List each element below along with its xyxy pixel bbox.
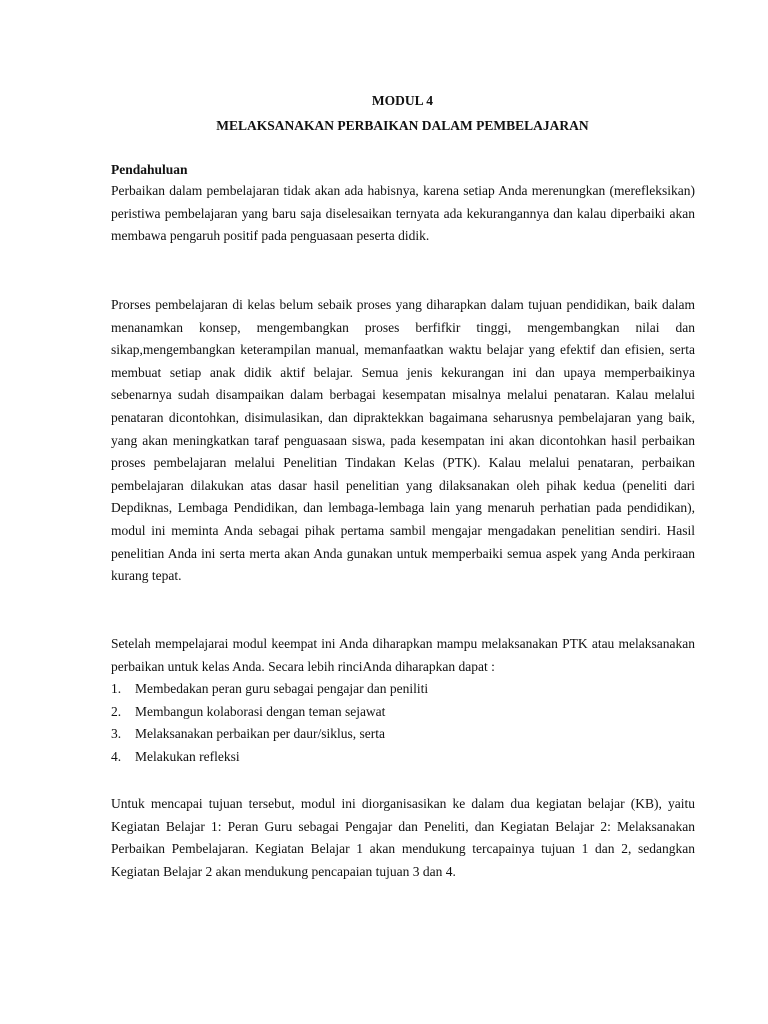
module-title: MODUL 4 xyxy=(371,93,434,108)
list-item xyxy=(111,701,695,724)
list-item-text: Membangun kolaborasi dengan teman sejawat xyxy=(135,703,386,719)
list-item-number: 1. xyxy=(111,681,122,696)
list-item xyxy=(111,746,695,769)
list-item-text: Membedakan peran guru sebagai pengajar dan peniliti xyxy=(135,681,429,696)
list-item xyxy=(111,678,695,701)
section-heading: Pendahuluan xyxy=(111,162,188,177)
module-subtitle: MELAKSANAKAN PERBAIKAN DALAM PEMBELAJARAN xyxy=(216,118,589,133)
objectives-list xyxy=(111,678,695,768)
paragraph-process: Prorses pembelajaran di kelas belum sebaik proses yang diharapkan dalam tujuan pendidikan, baik dalam menanamkan konsep, mengembangkan proses berfifkir tinggi, mengembangkan nilai dan sikap,mengembangkan keterampilan manual, memanfaatkan waktu belajar yang efektif dan efisien, serta membuat setiap anak didik aktif belajar. Semua jenis kekurangan ini dan upaya memperbaikinya sebenarnya sudah disampaikan dalam berbagai kesempatan misalnya melalui penataran. Kalau melalui penataran dicontohkan, disimulasikan, dan dipraktekkan bagaimana seharusnya pembelajaran yang baik, yang akan meningkatkan taraf penguasaan siswa, pada kesempatan ini akan dicontohkan hasil perbaikan proses pembelajaran melalui Penelitian Tindakan Kelas (PTK). Kalau melalui penataran, perbaikan pembelajaran dilakukan atas dasar hasil penelitian yang dilaksanakan oleh pihak kedua (peneliti dari Depdiknas, Lembaga Pendidikan, dan lembaga-lembaga lain yang menaruh perhatian pada pendidikan), modul ini meminta Anda sebagai pihak pertama sambil mengajar mengadakan penelitian sendiri. Hasil penelitian Anda ini serta merta akan Anda gunakan untuk memperbaiki semua aspek yang Anda perkiraan kurang tepat. xyxy=(111,297,695,584)
list-item xyxy=(111,723,695,746)
list-item-text: Melakukan refleksi xyxy=(135,748,240,764)
list-item-number: 4. xyxy=(111,748,122,764)
paragraph-objectives-intro: Setelah mempelajarai modul keempat ini Anda diharapkan mampu melaksanakan PTK atau melaksanakan perbaikan untuk kelas Anda. Secara lebih rinciAnda diharapkan dapat : xyxy=(111,636,695,674)
paragraph-intro: Perbaikan dalam pembelajaran tidak akan ada habisnya, karena setiap Anda merenungkan (merefleksikan) peristiwa pembelajaran yang baru saja diselesaikan ternyata ada kekurangannya dan kalau diperbaiki akan membawa pengaruh positif pada penguasaan peserta didik. xyxy=(111,183,695,244)
list-item-text: Melaksanakan perbaikan per daur/siklus, serta xyxy=(135,726,386,742)
paragraph-organization: Untuk mencapai tujuan tersebut, modul ini diorganisasikan ke dalam dua kegiatan belajar (KB), yaitu Kegiatan Belajar 1: Peran Guru sebagai Pengajar dan Peneliti, dan Kegiatan Belajar 2: Melaksanakan Perbaikan Pembelajaran. Kegiatan Belajar 1 akan mendukung tercapainya tujuan 1 dan 2, sedangkan Kegiatan Belajar 2 akan mendukung pencapaian tujuan 3 dan 4. xyxy=(111,796,695,879)
list-item-number: 2. xyxy=(111,703,122,719)
list-item-number: 3. xyxy=(111,726,122,742)
